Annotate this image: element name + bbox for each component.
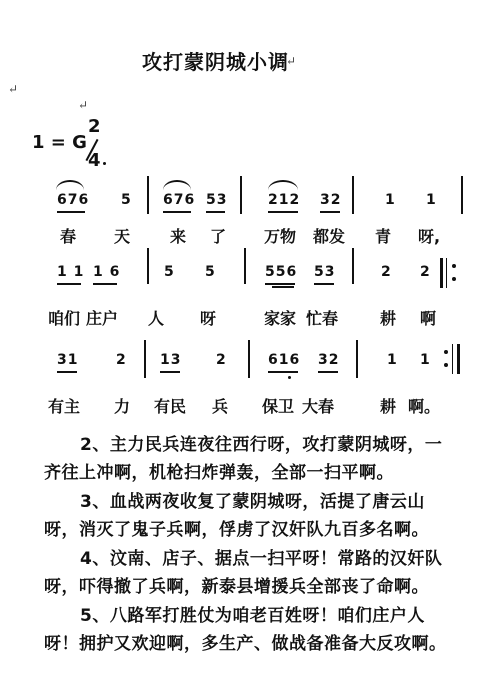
bar-line	[461, 176, 463, 214]
note: 2	[420, 264, 431, 280]
verse-line: 齐往上冲啊，机枪扫炸弹轰，全部一扫平啊。	[44, 463, 394, 483]
bar-line	[352, 248, 354, 284]
slur	[56, 180, 84, 190]
verse-line: 呀！拥护又欢迎啊，多生产、做战备准备大反攻啊。	[44, 634, 447, 654]
beam	[272, 286, 294, 288]
beam	[265, 283, 295, 285]
bar-line	[147, 176, 149, 214]
bar-line	[352, 176, 354, 214]
repeat-dot	[444, 350, 448, 354]
note: 676	[57, 192, 90, 208]
song-title: 攻打蒙阴城小调	[142, 50, 289, 74]
lyric: 力	[114, 397, 131, 416]
note: 1	[420, 352, 431, 368]
note: 2	[216, 352, 227, 368]
note: 5	[121, 192, 132, 208]
beam	[314, 283, 334, 285]
lyric: 呀,	[418, 227, 441, 246]
lyric: 都发	[313, 227, 346, 246]
note: 1 1	[57, 264, 85, 280]
repeat-dot	[452, 277, 456, 281]
beam	[206, 211, 225, 213]
note: 1 6	[93, 264, 121, 280]
lyric: 啊	[420, 309, 437, 328]
time-signature-bottom: 4	[88, 150, 101, 171]
beam	[320, 211, 340, 213]
note: 5	[205, 264, 216, 280]
lyric: 有民	[154, 397, 187, 416]
lyric: 兵	[212, 397, 229, 416]
repeat-bar-thin	[452, 344, 453, 374]
bar-line	[356, 340, 358, 378]
lyric: 家家	[264, 309, 297, 328]
verse-line: 4、汶南、店子、据点一扫平呀！常路的汉奸队	[80, 549, 443, 569]
beam	[57, 371, 77, 373]
octave-dot	[288, 376, 291, 379]
verse-line: 3、血战两夜收复了蒙阴城呀，活提了唐云山	[80, 492, 425, 512]
note: 32	[320, 192, 342, 208]
lyric: 咱们	[48, 309, 81, 328]
lyric: 大春	[302, 397, 335, 416]
note: 2	[381, 264, 392, 280]
return-mark-icon: ↵	[78, 98, 89, 112]
beam	[57, 211, 85, 213]
note: 212	[268, 192, 301, 208]
bar-line	[144, 340, 146, 378]
note: 676	[163, 192, 196, 208]
note: 1	[426, 192, 437, 208]
beam	[268, 211, 298, 213]
time-signature-dot	[103, 162, 106, 165]
lyric: 耕	[380, 397, 397, 416]
repeat-bar-thin	[446, 258, 447, 288]
bar-line	[240, 176, 242, 214]
time-signature-top: 2	[88, 116, 101, 137]
key-signature: 1 = G	[32, 132, 87, 153]
note: 5	[164, 264, 175, 280]
bar-line	[244, 248, 246, 284]
lyric: 天	[114, 227, 131, 246]
lyric: 青	[375, 227, 392, 246]
verse-line: 呀，吓得撤了兵啊，新泰县增援兵全部丧了命啊。	[44, 577, 429, 597]
note: 53	[314, 264, 336, 280]
lyric: 来	[170, 227, 187, 246]
note: 616	[268, 352, 301, 368]
note: 31	[57, 352, 79, 368]
note: 556	[265, 264, 298, 280]
beam	[318, 371, 338, 373]
beam	[57, 283, 81, 285]
lyric: 耕	[380, 309, 397, 328]
beam	[268, 371, 298, 373]
lyric: 万物	[264, 227, 297, 246]
note: 1	[387, 352, 398, 368]
return-mark-icon: ↵	[8, 82, 19, 96]
note: 13	[160, 352, 182, 368]
lyric: 春	[60, 227, 77, 246]
note: 53	[206, 192, 228, 208]
lyric: 呀	[200, 309, 217, 328]
repeat-dot	[452, 264, 456, 268]
lyric: 了	[210, 227, 227, 246]
bar-line	[147, 248, 149, 284]
return-mark-icon: ↵	[286, 54, 297, 68]
verse-line: 5、八路军打胜仗为咱老百姓呀！咱们庄户人	[80, 606, 425, 626]
bar-line	[248, 340, 250, 378]
beam	[163, 211, 191, 213]
slur	[268, 180, 298, 190]
beam	[93, 283, 117, 285]
slur	[163, 180, 191, 190]
lyric: 庄户	[86, 309, 119, 328]
repeat-dot	[444, 363, 448, 367]
lyric: 忙春	[306, 309, 339, 328]
verse-line: 2、主力民兵连夜往西行呀，攻打蒙阴城呀，一	[80, 435, 443, 455]
note: 2	[116, 352, 127, 368]
lyric: 保卫	[262, 397, 295, 416]
beam	[160, 371, 180, 373]
repeat-bar-thick	[457, 344, 460, 374]
lyric: 有主	[48, 397, 81, 416]
note: 1	[385, 192, 396, 208]
lyric: 人	[148, 309, 165, 328]
note: 32	[318, 352, 340, 368]
repeat-bar-thick	[440, 258, 443, 288]
verse-line: 呀，消灭了鬼子兵啊，俘虏了汉奸队九百多名啊。	[44, 520, 429, 540]
lyric: 啊。	[408, 397, 441, 416]
